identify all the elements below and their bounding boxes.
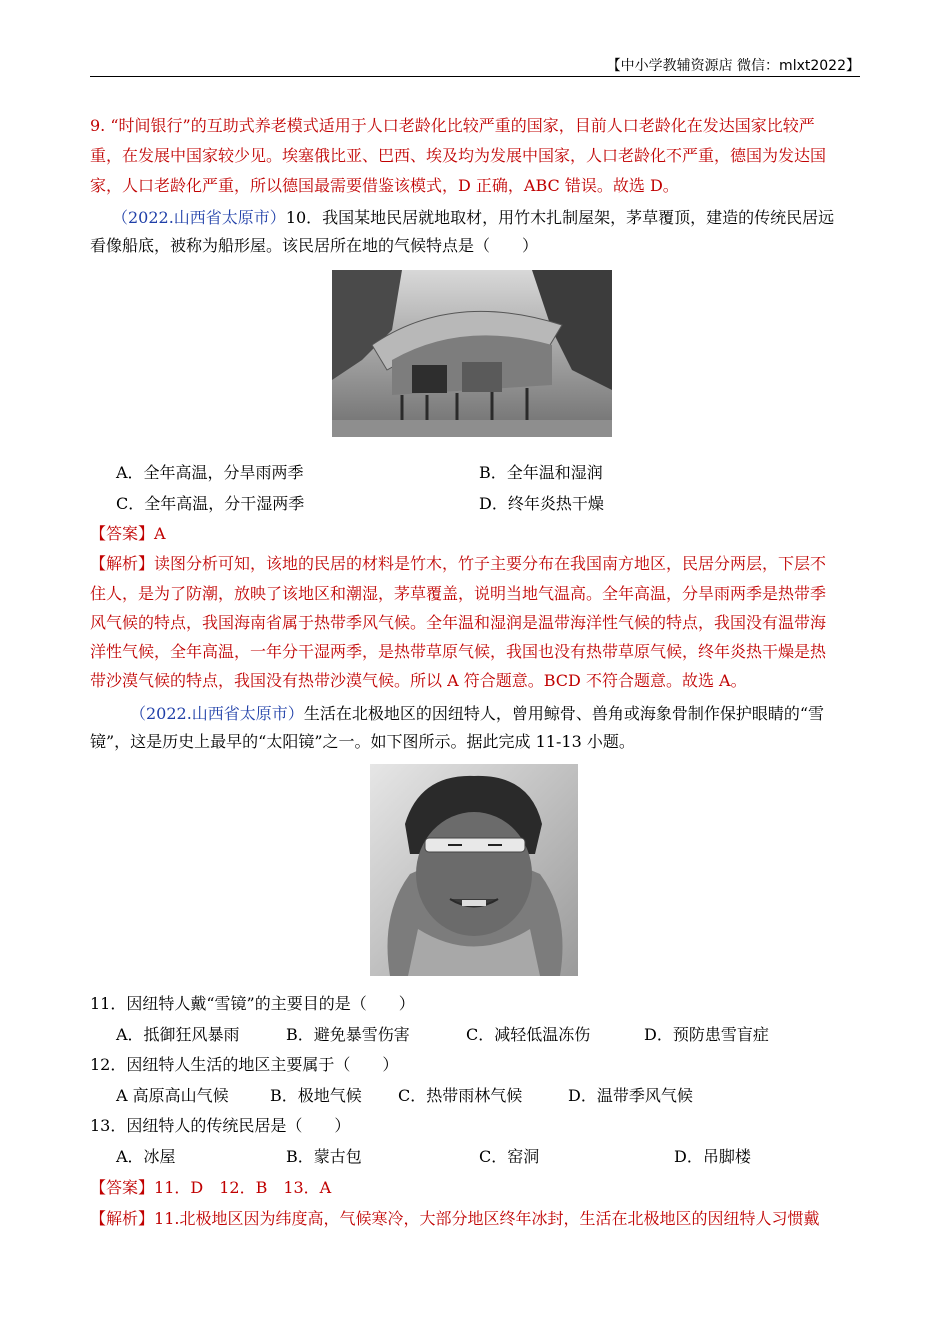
page-header xyxy=(90,50,860,77)
q11-13-answer xyxy=(90,1178,331,1198)
q10-option-b: B．全年温和湿润 xyxy=(479,463,603,482)
q12-option-c: C．热带雨林气候 xyxy=(398,1086,523,1105)
q10-analysis-line-2: 住人，是为了防潮，放映了该地区和潮湿，茅草覆盖，说明当地气温高。全年高温，分旱雨两季是热带季 xyxy=(90,584,827,603)
q11-13-intro-line-2: 镜”，这是历史上最早的“太阳镜”之一。如下图所示。据此完成 11-13 小题。 xyxy=(90,732,635,751)
q10-option-c: C．全年高温，分干湿两季 xyxy=(116,494,305,513)
q10-analysis-line-1 xyxy=(90,554,826,574)
q13-option-a: A．冰屋 xyxy=(116,1147,176,1166)
q10-analysis-line-3: 风气候的特点，我国海南省属于热带季风气候。全年温和湿润是温带海洋性气候的特点，我国没有温带海 xyxy=(90,613,827,632)
q11-13-analysis-tag: 【解析】 xyxy=(90,1209,155,1228)
q9-analysis-line-3: 家，人口老龄化严重，所以德国最需要借鉴该模式，D 正确，ABC 错误。故选 D。 xyxy=(90,176,679,195)
q11-option-a: A．抵御狂风暴雨 xyxy=(116,1025,240,1044)
q13-option-c: C．窑洞 xyxy=(479,1147,540,1166)
q10-stem-line-1 xyxy=(112,208,834,228)
q10-answer-value: A xyxy=(154,524,166,543)
q11-option-d: D．预防患雪盲症 xyxy=(644,1025,769,1044)
q13-stem: 13．因纽特人的传统民居是（ ） xyxy=(90,1116,351,1135)
q13-option-b: B．蒙古包 xyxy=(286,1147,362,1166)
q11-option-c: C．减轻低温冻伤 xyxy=(466,1025,591,1044)
q9-analysis-line-1: 9. “时间银行”的互助式养老模式适用于人口老龄化比较严重的国家，目前人口老龄化在发达国家比较严 xyxy=(90,116,815,135)
q12-option-b: B．极地气候 xyxy=(270,1086,362,1105)
q10-stem-line-2: 看像船底，被称为船形屋。该民居所在地的气候特点是（ ） xyxy=(90,236,539,255)
q12-option-a: A 高原高山气候 xyxy=(116,1086,229,1105)
q10-answer-tag: 【答案】 xyxy=(90,524,155,543)
q11-option-b: B．避免暴雪伤害 xyxy=(286,1025,410,1044)
q12-stem: 12．因纽特人生活的地区主要属于（ ） xyxy=(90,1055,399,1074)
q9-analysis-line-2: 重，在发展中国家较少见。埃塞俄比亚、巴西、埃及均为发展中国家，人口老龄化不严重，德国为发达国 xyxy=(90,146,827,165)
boat-house-photo xyxy=(332,270,612,437)
q10-analysis-tag: 【解析】 xyxy=(90,554,155,573)
q11-13-answer-value: 11．D 12．B 13．A xyxy=(154,1178,332,1197)
boat-house-illustration xyxy=(332,270,612,437)
q10-analysis-line-5: 带沙漠气候的特点，我国没有热带沙漠气候。所以 A 符合题意。BCD 不符合题意。故选 A。 xyxy=(90,671,747,690)
q12-option-d: D．温带季风气候 xyxy=(568,1086,693,1105)
q13-option-d: D．吊脚楼 xyxy=(674,1147,751,1166)
q10-stem-text: 10．我国某地民居就地取材，用竹木扎制屋架，茅草覆顶，建造的传统民居远 xyxy=(285,208,835,227)
inuit-snow-goggles-photo xyxy=(370,764,578,976)
q11-13-answer-tag: 【答案】 xyxy=(90,1178,155,1197)
q11-13-source: （2022.山西省太原市） xyxy=(130,704,304,723)
header-text: 【中小学教辅资源店 微信：mlxt2022】 xyxy=(606,58,860,74)
q11-13-analysis-text-1: 11.北极地区因为纬度高，气候寒冷，大部分地区终年冰封，生活在北极地区的因纽特人习惯戴 xyxy=(154,1209,820,1228)
q10-analysis-line-4: 洋性气候，全年高温，一年分干湿两季，是热带草原气候，我国也没有热带草原气候，终年炎热干燥是热 xyxy=(90,642,827,661)
q11-13-analysis-line-1 xyxy=(90,1209,819,1229)
q10-answer xyxy=(90,524,166,544)
q10-source: （2022.山西省太原市） xyxy=(112,208,286,227)
q11-stem: 11．因纽特人戴“雪镜”的主要目的是（ ） xyxy=(90,994,415,1013)
q11-13-intro-line-1 xyxy=(130,704,824,724)
inuit-illustration xyxy=(370,764,578,976)
q10-option-a: A．全年高温，分旱雨两季 xyxy=(116,463,304,482)
q10-option-d: D．终年炎热干燥 xyxy=(479,494,604,513)
q11-13-intro-text: 生活在北极地区的因纽特人，曾用鲸骨、兽角或海象骨制作保护眼睛的“雪 xyxy=(303,704,824,723)
q10-analysis-text-1: 读图分析可知，该地的民居的材料是竹木，竹子主要分布在我国南方地区，民居分两层，下层不 xyxy=(154,554,827,573)
